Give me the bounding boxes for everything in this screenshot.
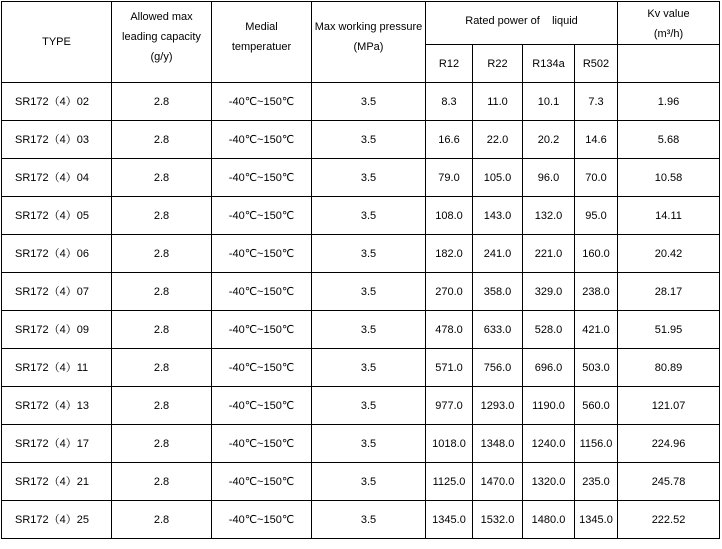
cell-capacity: 2.8 [112,463,212,501]
header-capacity-line-1: Allowed max [130,11,193,23]
cell-kv: 20.42 [618,235,720,273]
header-capacity-line-3: (g/y) [150,51,173,63]
cell-r22: 105.0 [473,159,523,197]
cell-pressure: 3.5 [312,83,426,121]
cell-kv: 10.58 [618,159,720,197]
header-capacity [112,2,212,83]
cell-r502: 503.0 [575,349,618,387]
cell-r134a: 20.2 [523,121,575,159]
cell-capacity: 2.8 [112,83,212,121]
table-row [2,349,720,387]
cell-pressure: 3.5 [312,425,426,463]
cell-r502: 1156.0 [575,425,618,463]
cell-type: SR172（4）21 [2,463,112,501]
cell-capacity: 2.8 [112,121,212,159]
cell-r22: 1532.0 [473,501,523,539]
cell-r12: 478.0 [426,311,473,349]
header-type: TYPE [2,2,112,83]
table-row [2,311,720,349]
header-kv-blank [618,45,720,83]
header-row-1 [2,2,720,45]
cell-r134a: 10.1 [523,83,575,121]
cell-r502: 7.3 [575,83,618,121]
table-body [2,2,720,539]
spec-table [1,1,720,539]
cell-temperature: -40℃~150℃ [212,349,312,387]
cell-pressure: 3.5 [312,387,426,425]
cell-r22: 11.0 [473,83,523,121]
cell-r502: 160.0 [575,235,618,273]
header-kv [618,2,720,45]
table-row [2,235,720,273]
cell-pressure: 3.5 [312,349,426,387]
cell-type: SR172（4）04 [2,159,112,197]
cell-r134a: 696.0 [523,349,575,387]
cell-r134a: 132.0 [523,197,575,235]
cell-capacity: 2.8 [112,273,212,311]
cell-r502: 238.0 [575,273,618,311]
header-pressure [312,2,426,83]
cell-pressure: 3.5 [312,501,426,539]
cell-type: SR172（4）02 [2,83,112,121]
cell-temperature: -40℃~150℃ [212,501,312,539]
cell-pressure: 3.5 [312,273,426,311]
cell-capacity: 2.8 [112,159,212,197]
cell-r134a: 1480.0 [523,501,575,539]
cell-r22: 756.0 [473,349,523,387]
header-liquid-r22: R22 [473,45,523,83]
cell-r22: 241.0 [473,235,523,273]
cell-capacity: 2.8 [112,235,212,273]
header-kv-line-1: Kv value [647,8,690,20]
cell-r12: 16.6 [426,121,473,159]
cell-temperature: -40℃~150℃ [212,121,312,159]
cell-temperature: -40℃~150℃ [212,197,312,235]
cell-r22: 358.0 [473,273,523,311]
cell-r22: 143.0 [473,197,523,235]
cell-r12: 108.0 [426,197,473,235]
cell-kv: 224.96 [618,425,720,463]
cell-capacity: 2.8 [112,387,212,425]
cell-r12: 1345.0 [426,501,473,539]
cell-r22: 1293.0 [473,387,523,425]
cell-r12: 270.0 [426,273,473,311]
table-row [2,273,720,311]
cell-r12: 977.0 [426,387,473,425]
table-row [2,121,720,159]
cell-r134a: 221.0 [523,235,575,273]
cell-type: SR172（4）09 [2,311,112,349]
cell-type: SR172（4）17 [2,425,112,463]
cell-temperature: -40℃~150℃ [212,235,312,273]
header-capacity-line-2: leading capacity [122,31,201,43]
cell-kv: 28.17 [618,273,720,311]
cell-r22: 633.0 [473,311,523,349]
cell-r22: 22.0 [473,121,523,159]
cell-capacity: 2.8 [112,349,212,387]
header-temperature-line-2: temperatuer [231,41,292,53]
cell-kv: 245.78 [618,463,720,501]
cell-capacity: 2.8 [112,501,212,539]
cell-temperature: -40℃~150℃ [212,159,312,197]
table-row [2,83,720,121]
cell-kv: 121.07 [618,387,720,425]
cell-capacity: 2.8 [112,425,212,463]
header-temperature-line-1: Medial [245,21,278,33]
cell-pressure: 3.5 [312,311,426,349]
cell-temperature: -40℃~150℃ [212,273,312,311]
cell-kv: 222.52 [618,501,720,539]
cell-r134a: 1320.0 [523,463,575,501]
cell-r502: 421.0 [575,311,618,349]
header-rated-power: Rated power of liquid [426,2,618,45]
header-pressure-line-1: Max working pressure [314,21,423,33]
cell-pressure: 3.5 [312,121,426,159]
header-temperature [212,2,312,83]
cell-r502: 14.6 [575,121,618,159]
cell-kv: 1.96 [618,83,720,121]
cell-r12: 182.0 [426,235,473,273]
cell-r134a: 528.0 [523,311,575,349]
table-row [2,197,720,235]
table-row [2,463,720,501]
cell-capacity: 2.8 [112,197,212,235]
table-row [2,501,720,539]
cell-r134a: 1240.0 [523,425,575,463]
cell-pressure: 3.5 [312,197,426,235]
cell-pressure: 3.5 [312,463,426,501]
cell-r502: 560.0 [575,387,618,425]
cell-r502: 235.0 [575,463,618,501]
cell-temperature: -40℃~150℃ [212,387,312,425]
cell-pressure: 3.5 [312,159,426,197]
cell-kv: 5.68 [618,121,720,159]
table-row [2,425,720,463]
cell-r502: 70.0 [575,159,618,197]
cell-r12: 79.0 [426,159,473,197]
cell-r12: 1018.0 [426,425,473,463]
cell-type: SR172（4）06 [2,235,112,273]
cell-type: SR172（4）11 [2,349,112,387]
cell-temperature: -40℃~150℃ [212,83,312,121]
cell-r22: 1470.0 [473,463,523,501]
cell-r12: 571.0 [426,349,473,387]
header-liquid-r502: R502 [575,45,618,83]
cell-type: SR172（4）13 [2,387,112,425]
cell-capacity: 2.8 [112,311,212,349]
header-pressure-line-2: (MPa) [353,41,384,53]
cell-kv: 51.95 [618,311,720,349]
cell-r12: 1125.0 [426,463,473,501]
cell-kv: 80.89 [618,349,720,387]
cell-r502: 1345.0 [575,501,618,539]
cell-pressure: 3.5 [312,235,426,273]
header-liquid-r134a: R134a [523,45,575,83]
cell-type: SR172（4）25 [2,501,112,539]
cell-temperature: -40℃~150℃ [212,311,312,349]
table-row [2,387,720,425]
cell-r134a: 329.0 [523,273,575,311]
table-row [2,159,720,197]
cell-kv: 14.11 [618,197,720,235]
cell-r134a: 1190.0 [523,387,575,425]
cell-r502: 95.0 [575,197,618,235]
cell-type: SR172（4）03 [2,121,112,159]
cell-r22: 1348.0 [473,425,523,463]
cell-r12: 8.3 [426,83,473,121]
header-liquid-r12: R12 [426,45,473,83]
cell-r134a: 96.0 [523,159,575,197]
header-kv-line-2: (m³/h) [653,28,684,40]
cell-temperature: -40℃~150℃ [212,463,312,501]
cell-temperature: -40℃~150℃ [212,425,312,463]
cell-type: SR172（4）05 [2,197,112,235]
cell-type: SR172（4）07 [2,273,112,311]
